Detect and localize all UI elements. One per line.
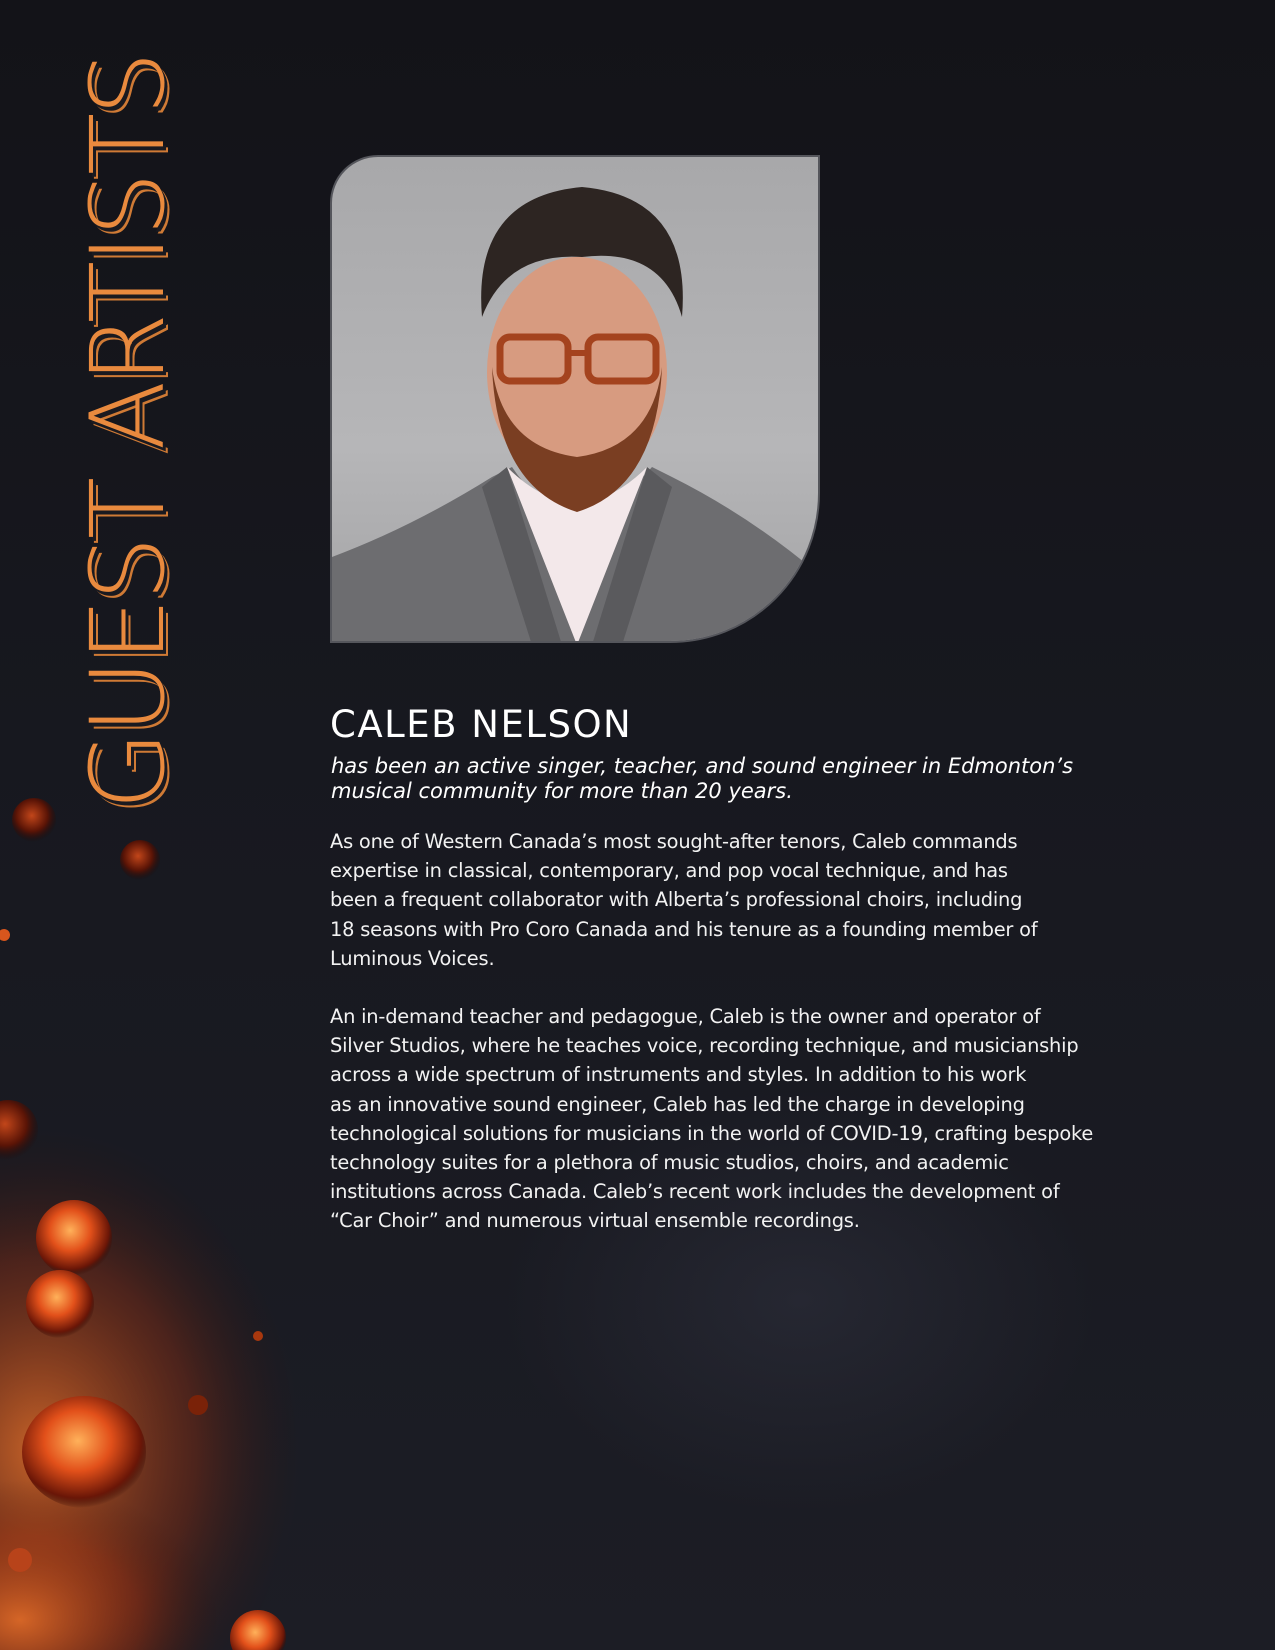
bio-line: technological solutions for musicians in the world of COVID-19, crafting bespoke [330, 1121, 1094, 1145]
bio-paragraph-2 [330, 1002, 1160, 1236]
bio-line: Luminous Voices. [330, 946, 495, 970]
ember-spark [188, 1395, 208, 1415]
artist-tagline [331, 754, 1151, 804]
ember-orb [26, 1270, 94, 1338]
ember-spark [0, 929, 10, 941]
ember-orb [36, 1200, 112, 1276]
bio-line: across a wide spectrum of instruments and styles. In addition to his work [330, 1063, 1027, 1087]
bio-line: As one of Western Canada’s most sought-after tenors, Caleb commands [330, 830, 1018, 853]
bio-paragraph-1 [330, 827, 1160, 973]
ember-spark [8, 1548, 32, 1572]
portrait-illustration [332, 157, 820, 643]
bio-line: as an innovative sound engineer, Caleb has led the charge in developing [330, 1092, 1025, 1116]
bio-line: Silver Studios, where he teaches voice, recording technique, and musicianship [330, 1034, 1079, 1058]
ember-spark [253, 1331, 263, 1341]
artist-name: CALEB NELSON [330, 703, 633, 746]
portrait-photo [330, 155, 820, 643]
bio-line: technology suites for a plethora of music studios, choirs, and academic [330, 1151, 1009, 1175]
bio-line: institutions across Canada. Caleb’s recent work includes the development of [330, 1180, 1060, 1204]
ember-orb [120, 840, 160, 880]
bio-line: expertise in classical, contemporary, and pop vocal technique, and has [330, 859, 1008, 883]
bio-line: “Car Choir” and numerous virtual ensemble recordings. [330, 1209, 860, 1233]
bio-line: 18 seasons with Pro Coro Canada and his tenure as a founding member of [330, 917, 1038, 941]
bio-line: been a frequent collaborator with Alberta’s professional choirs, including [330, 888, 1023, 912]
ember-orb [22, 1396, 146, 1508]
bio-line: An in-demand teacher and pedagogue, Caleb is the owner and operator of [330, 1005, 1041, 1028]
tagline-line: has been an active singer, teacher, and sound engineer in Edmonton’s [331, 754, 1074, 778]
section-title: GUEST ARTISTS [69, 53, 188, 810]
tagline-line: musical community for more than 20 years. [331, 779, 793, 803]
